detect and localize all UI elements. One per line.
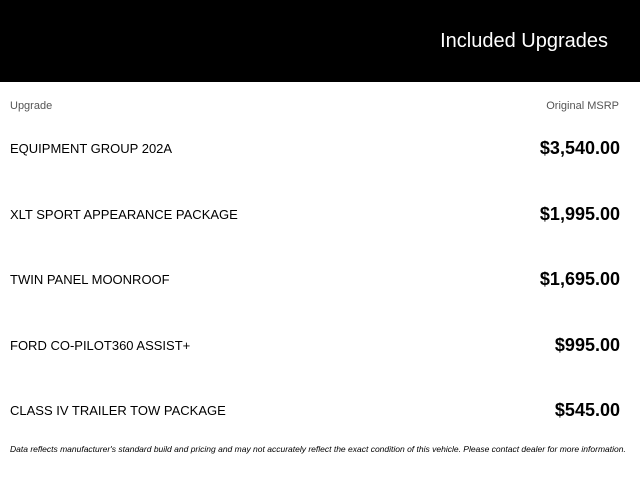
upgrade-name: FORD CO-PILOT360 ASSIST+ [10,337,191,353]
column-header-upgrade: Upgrade [10,100,53,112]
upgrade-name: CLASS IV TRAILER TOW PACKAGE [10,403,226,419]
upgrade-price: $3,540.00 [539,138,620,158]
column-header-msrp: Original MSRP [546,100,619,112]
list-item [0,115,640,181]
upgrades-list [0,115,640,443]
upgrade-price: $1,995.00 [539,203,620,224]
disclaimer-text: Data reflects manufacturer's standard build and pricing and may not accurately reflect the exact condition of this vehicle. Please contact dealer for more information. [10,444,626,454]
page-title: Included Upgrades [440,30,608,52]
upgrade-name: XLT SPORT APPEARANCE PACKAGE [10,206,238,222]
upgrade-price: $545.00 [554,400,620,421]
list-item [0,377,640,443]
upgrade-price: $1,695.00 [539,269,620,290]
list-item [0,246,640,312]
upgrade-name: TWIN PANEL MOONROOF [10,272,170,288]
header-bar [0,0,640,82]
upgrade-price: $995.00 [554,334,620,355]
list-item [0,312,640,378]
list-item [0,181,640,247]
upgrade-name: EQUIPMENT GROUP 202A [10,141,173,156]
